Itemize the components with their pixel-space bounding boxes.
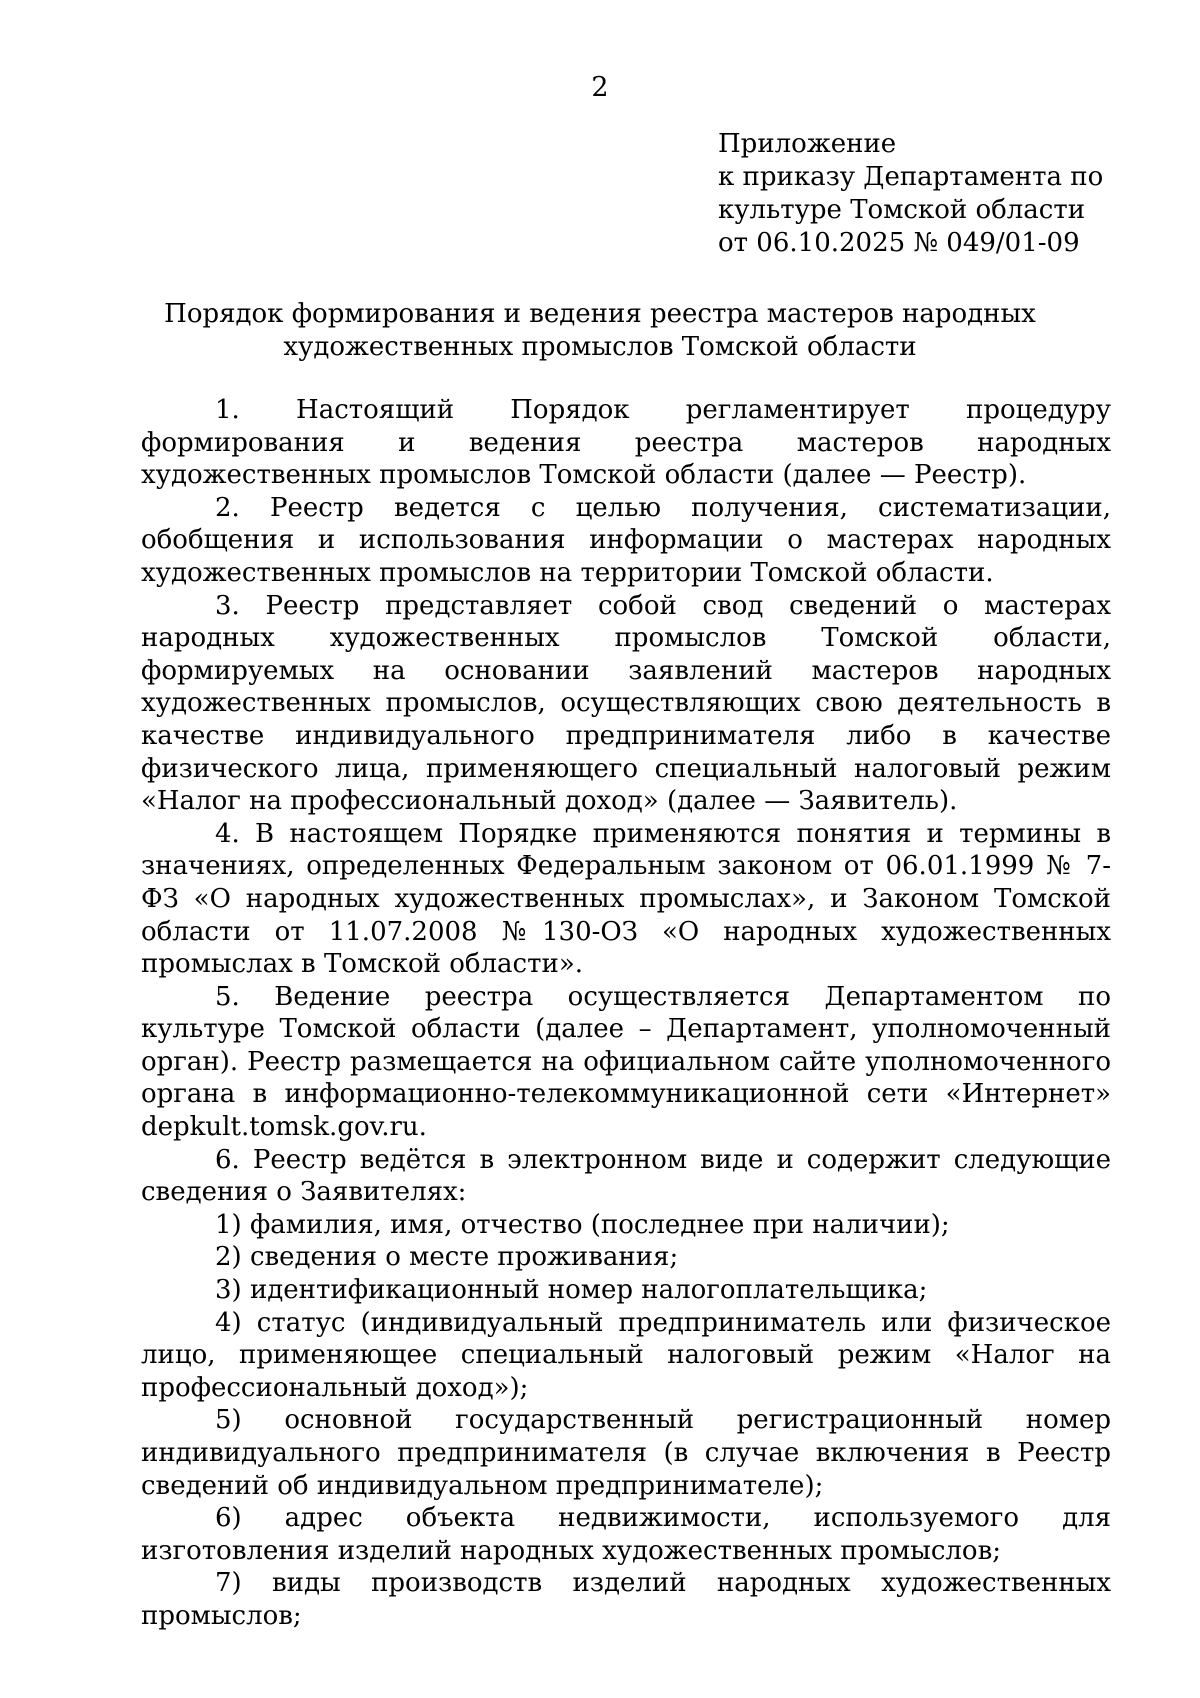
paragraph: 1. Настоящий Порядок регламентирует процедуру формирования и ведения реестра мастеров народных художественных промыслов Томской области (далее — Реестр).	[141, 395, 1111, 491]
list-item: 6) адрес объекта недвижимости, используемого для изготовления изделий народных художественных промыслов;	[141, 1503, 1111, 1566]
paragraph: 2. Реестр ведется с целью получения, систематизации, обобщения и использования информации о мастерах народных художественных промыслов на территории Томской области.	[141, 492, 1111, 588]
title-line: Порядок формирования и ведения реестра мастеров народных	[164, 299, 1036, 329]
document-body	[141, 394, 1111, 1633]
appendix-line: культуре Томской области	[718, 195, 1086, 225]
list-item: 7) виды производств изделий народных художественных промыслов;	[141, 1568, 1111, 1631]
list-item: 2) сведения о месте проживания;	[215, 1242, 679, 1273]
appendix-line: к приказу Департамента по	[718, 162, 1104, 192]
document-title	[100, 298, 1100, 364]
page-number: 2	[591, 72, 609, 103]
paragraph: 6. Реестр ведётся в электронном виде и содержит следующие сведения о Заявителях:	[141, 1144, 1111, 1208]
appendix-line: Приложение	[718, 129, 897, 159]
list-item: 4) статус (индивидуальный предприниматель или физическое лицо, применяющее специальный налоговый режим «Налог на профессиональный доход»);	[141, 1307, 1111, 1403]
list-item: 3) идентификационный номер налогоплательщика;	[215, 1275, 928, 1306]
title-line: художественных промыслов Томской области	[283, 332, 917, 362]
paragraph: 3. Реестр представляет собой свод сведений о мастерах народных художественных промыслов Томской области, формируемых на основании заявлений мастеров народных художественных промыслов, осуществляющих свою деятельность в качестве индивидуального предпринимателя либо в качестве физического лица, применяющего специальный налоговый режим «Налог на профессиональный доход» (далее — Заявитель).	[141, 590, 1111, 817]
paragraph: 5. Ведение реестра осуществляется Департаментом по культуре Томской области (далее – Департамент, уполномоченный орган). Реестр размещается на официальном сайте уполномоченного органа в информационно-телекоммуникационной сети «Интернет» depkult.tomsk.gov.ru.	[141, 981, 1111, 1143]
appendix-line: от 06.10.2025 № 049/01-09	[718, 228, 1080, 258]
list-item: 5) основной государственный регистрационный номер индивидуального предпринимателя (в случае включения в Реестр сведений об индивидуальном предпринимателе);	[141, 1405, 1111, 1501]
paragraph: 4. В настоящем Порядке применяются понятия и термины в значениях, определенных Федеральным законом от 06.01.1999 № 7-ФЗ «О народных художественных промыслах», и Законом Томской области от 11.07.2008 №130-ОЗ «О народных художественных промыслах в Томской области».	[141, 818, 1111, 980]
appendix-header	[718, 128, 1104, 260]
list-item: 1) фамилия, имя, отчество (последнее при наличии);	[215, 1209, 950, 1240]
